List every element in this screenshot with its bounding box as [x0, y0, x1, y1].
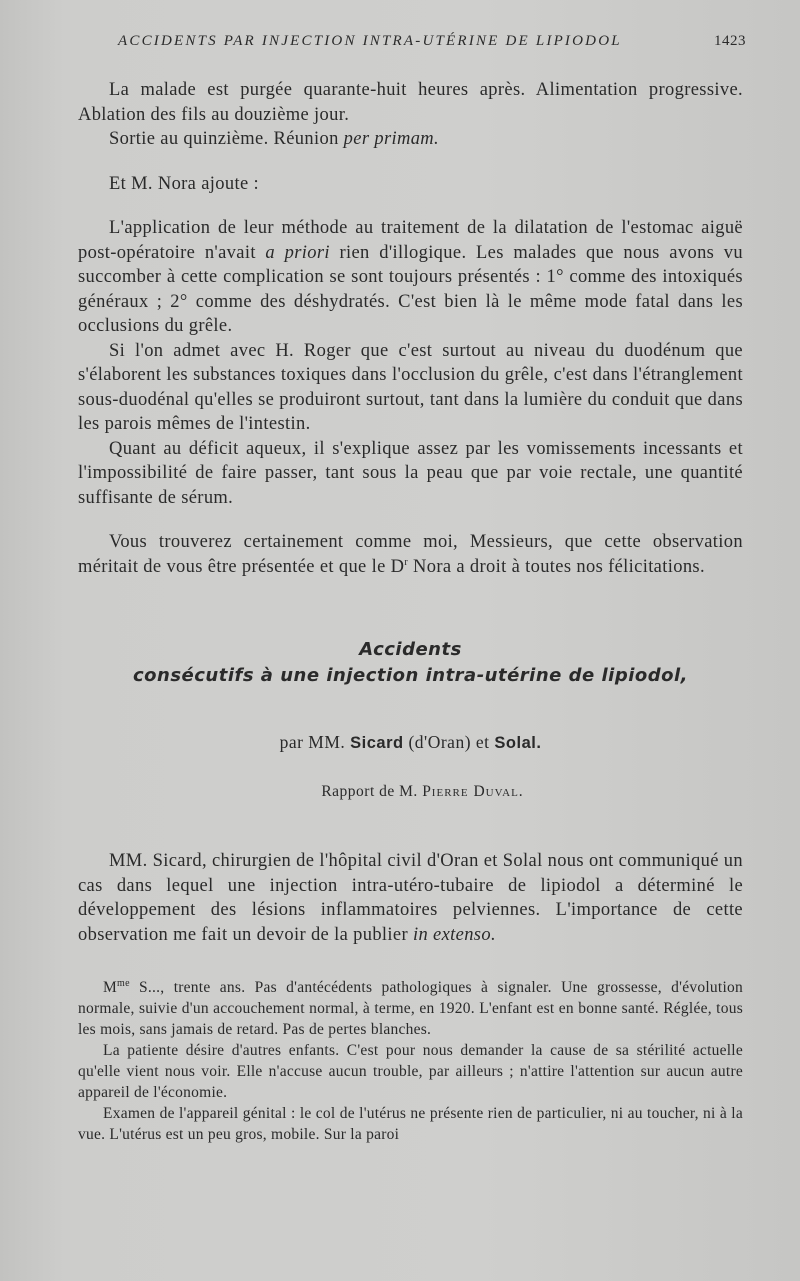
paragraph-text: Sortie au quinzième. Réunion [109, 129, 344, 149]
paragraph-text: S..., trente ans. Pas d'antécédents pathologiques à signaler. Une grossesse, d'évolution normale, suivie d'un accouchement normal, à terme, en 1920. L'enfant est en bonne santé. Réglée, tous les mois, sans jamais de retard. Pas de pertes blanches. [78, 979, 743, 1038]
author-name: Sicard [350, 734, 404, 752]
paragraph-text: Vous trouverez certainement comme moi, Messieurs, que cette observation méritait de vous être présentée et que le D [78, 532, 743, 577]
report-line [102, 783, 743, 801]
running-header [118, 33, 768, 50]
paragraph [78, 530, 743, 579]
byline-text: (d'Oran) et [403, 732, 495, 752]
paragraph-text: rien d'illogique. Les malades que nous avons vu succomber à cette complication se sont toujours présentés : 1° comme des intoxiqués généraux ; 2° comme des déshydratés. C'est bien là le même mode fatal dans les occlusions du grêle. [78, 242, 744, 336]
paragraph-text: Et M. Nora ajoute : [109, 173, 259, 194]
paragraph-text: Quant au déficit aqueux, il s'explique assez par les vomissements incessants et l'impossibilité de faire passer, tant sous la peau que par voie rectale, une quantité suffisante de sérum. [78, 438, 743, 508]
paragraph [78, 1103, 743, 1145]
paragraph [78, 127, 743, 152]
italic-text: in extenso. [412, 924, 496, 945]
author-name: Solal. [494, 734, 542, 752]
reporter-name: Pierre Duval. [422, 783, 524, 800]
article-title-line1: Accidents [359, 639, 462, 660]
report-text: Rapport de M. [321, 783, 423, 800]
paragraph-text: Si l'on admet avec H. Roger que c'est surtout au niveau du duodénum que s'élaborent les substances toxiques dans l'occlusion du grêle, c'est dans l'étranglement sous-duodénal qu'elles se produiront surtout, tant dans la lumière du conduit que dans les parois mêmes de l'intestin. [78, 340, 743, 434]
paragraph-text: Nora a droit à toutes nos félicitations. [408, 556, 705, 577]
italic-text: a priori [265, 242, 330, 263]
paragraph-text: Examen de l'appareil génital : le col de l'utérus ne présente rien de particulier, ni au toucher, ni à la vue. L'utérus est un peu gros, mobile. Sur la paroi [78, 1105, 743, 1143]
paragraph [78, 339, 743, 437]
paragraph-text: M [103, 979, 118, 996]
running-title: ACCIDENTS PAR INJECTION INTRA-UTÉRINE DE LIPIODOL [118, 33, 622, 49]
section-nora-report [78, 78, 743, 579]
paragraph-text: L'application de leur méthode au traitement de la dilatation de l'estomac aiguë post-opératoire n'avait [78, 218, 743, 263]
paragraph [78, 849, 743, 947]
superscript: me [117, 977, 130, 989]
paragraph [78, 78, 743, 127]
page-body [78, 78, 743, 1145]
paragraph [78, 437, 743, 511]
paragraph-text: La patiente désire d'autres enfants. C'est pour nous demander la cause de sa stérilité actuelle qu'elle vient nous voir. Elle n'accuse aucun trouble, par ailleurs ; n'attire l'attention sur aucun autre appareil de l'économie. [78, 1042, 743, 1101]
paragraph [78, 1040, 743, 1103]
byline-text: par MM. [279, 732, 351, 752]
page-number: 1423 [714, 33, 746, 49]
italic-text: per primam. [343, 129, 439, 149]
article-intro [78, 849, 743, 947]
byline [78, 732, 743, 753]
paragraph [78, 977, 743, 1040]
observation [78, 977, 743, 1145]
paragraph-text: MM. Sicard, chirurgien de l'hôpital civil d'Oran et Solal nous ont communiqué un cas dans lequel une injection intra-utéro-tubaire de lipiodol a déterminé le développement des lésions inflammatoires pelviennes. L'importance de cette observation me fait un devoir de la publier [78, 851, 743, 945]
article-title-line2: consécutifs à une injection intra-utérine de lipiodol, [132, 665, 689, 686]
paragraph [78, 216, 743, 339]
paragraph [78, 172, 743, 197]
superscript: r [404, 556, 409, 568]
article-title [78, 637, 743, 689]
paragraph-text: La malade est purgée quarante-huit heures après. Alimentation progressive. Ablation des fils au douzième jour. [78, 80, 743, 125]
